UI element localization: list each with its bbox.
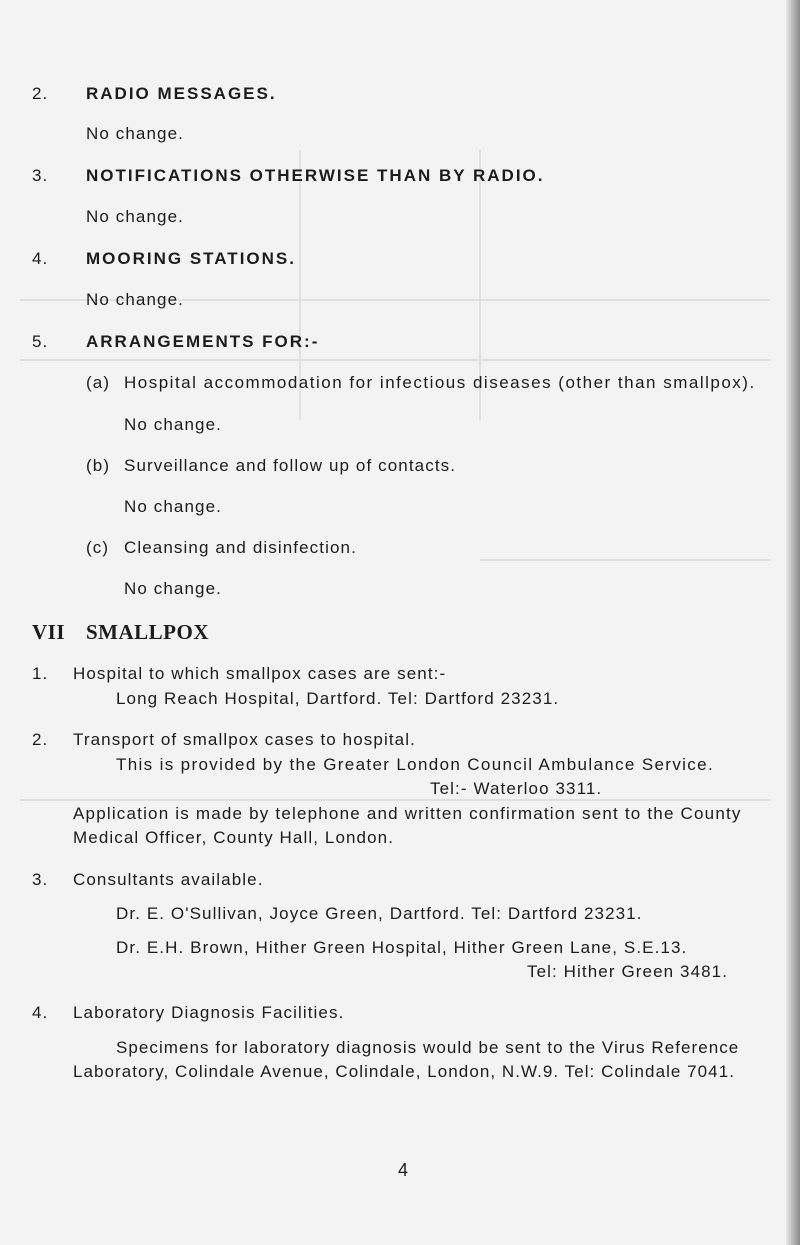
- heading-radio-messages: RADIO MESSAGES.: [86, 84, 277, 103]
- item-number-arrangements: 5.: [32, 332, 49, 351]
- item-number-radio-messages: 2.: [32, 84, 49, 103]
- smallpox-item-number-2: 2.: [32, 730, 49, 749]
- arrangement-status-b: No change.: [124, 497, 222, 516]
- heading-notifications: NOTIFICATIONS OTHERWISE THAN BY RADIO.: [86, 166, 545, 185]
- arrangement-text-c: Cleansing and disinfection.: [124, 538, 357, 557]
- smallpox-item-number-4: 4.: [32, 1003, 49, 1022]
- smallpox-transport-application-cont: Medical Officer, County Hall, London.: [73, 828, 395, 847]
- radio-messages-status: No change.: [86, 124, 184, 143]
- smallpox-consultant-2: Dr. E.H. Brown, Hither Green Hospital, Hither Green Lane, S.E.13.: [116, 938, 688, 957]
- mooring-stations-status: No change.: [86, 290, 184, 309]
- notifications-status: No change.: [86, 207, 184, 226]
- arrangement-letter-a: (a): [86, 373, 111, 392]
- heading-arrangements: ARRANGEMENTS FOR:-: [86, 332, 320, 351]
- page-number: 4: [398, 1160, 409, 1180]
- heading-mooring-stations: MOORING STATIONS.: [86, 249, 296, 268]
- arrangement-status-a: No change.: [124, 415, 222, 434]
- arrangement-letter-c: (c): [86, 538, 110, 557]
- item-number-mooring-stations: 4.: [32, 249, 49, 268]
- arrangement-text-b: Surveillance and follow up of contacts.: [124, 456, 457, 475]
- item-number-notifications: 3.: [32, 166, 49, 185]
- smallpox-transport-application: Application is made by telephone and written confirmation sent to the County: [73, 804, 742, 823]
- smallpox-consultant-2-telephone: Tel: Hither Green 3481.: [527, 962, 729, 981]
- page-edge-shadow: [786, 0, 800, 1245]
- arrangement-text-a: Hospital accommodation for infectious diseases (other than smallpox).: [124, 373, 756, 392]
- smallpox-consultant-1: Dr. E. O'Sullivan, Joyce Green, Dartford. Tel: Dartford 23231.: [116, 904, 643, 923]
- section-title-smallpox: SMALLPOX: [86, 620, 210, 644]
- smallpox-item-number-1: 1.: [32, 664, 49, 683]
- smallpox-hospital-heading: Hospital to which smallpox cases are sent:-: [73, 664, 447, 683]
- arrangement-status-c: No change.: [124, 579, 222, 598]
- smallpox-laboratory-detail: Specimens for laboratory diagnosis would be sent to the Virus Reference: [116, 1038, 740, 1057]
- smallpox-transport-heading: Transport of smallpox cases to hospital.: [73, 730, 416, 749]
- section-number-vii: VII: [32, 620, 66, 644]
- arrangement-letter-b: (b): [86, 456, 111, 475]
- smallpox-transport-provider: This is provided by the Greater London Council Ambulance Service.: [116, 755, 715, 774]
- smallpox-transport-telephone: Tel:- Waterloo 3311.: [430, 779, 603, 798]
- smallpox-laboratory-heading: Laboratory Diagnosis Facilities.: [73, 1003, 345, 1022]
- smallpox-consultants-heading: Consultants available.: [73, 870, 264, 889]
- smallpox-laboratory-address: Laboratory, Colindale Avenue, Colindale, London, N.W.9. Tel: Colindale 7041.: [73, 1062, 735, 1081]
- smallpox-hospital-detail: Long Reach Hospital, Dartford. Tel: Dartford 23231.: [116, 689, 560, 708]
- smallpox-item-number-3: 3.: [32, 870, 49, 889]
